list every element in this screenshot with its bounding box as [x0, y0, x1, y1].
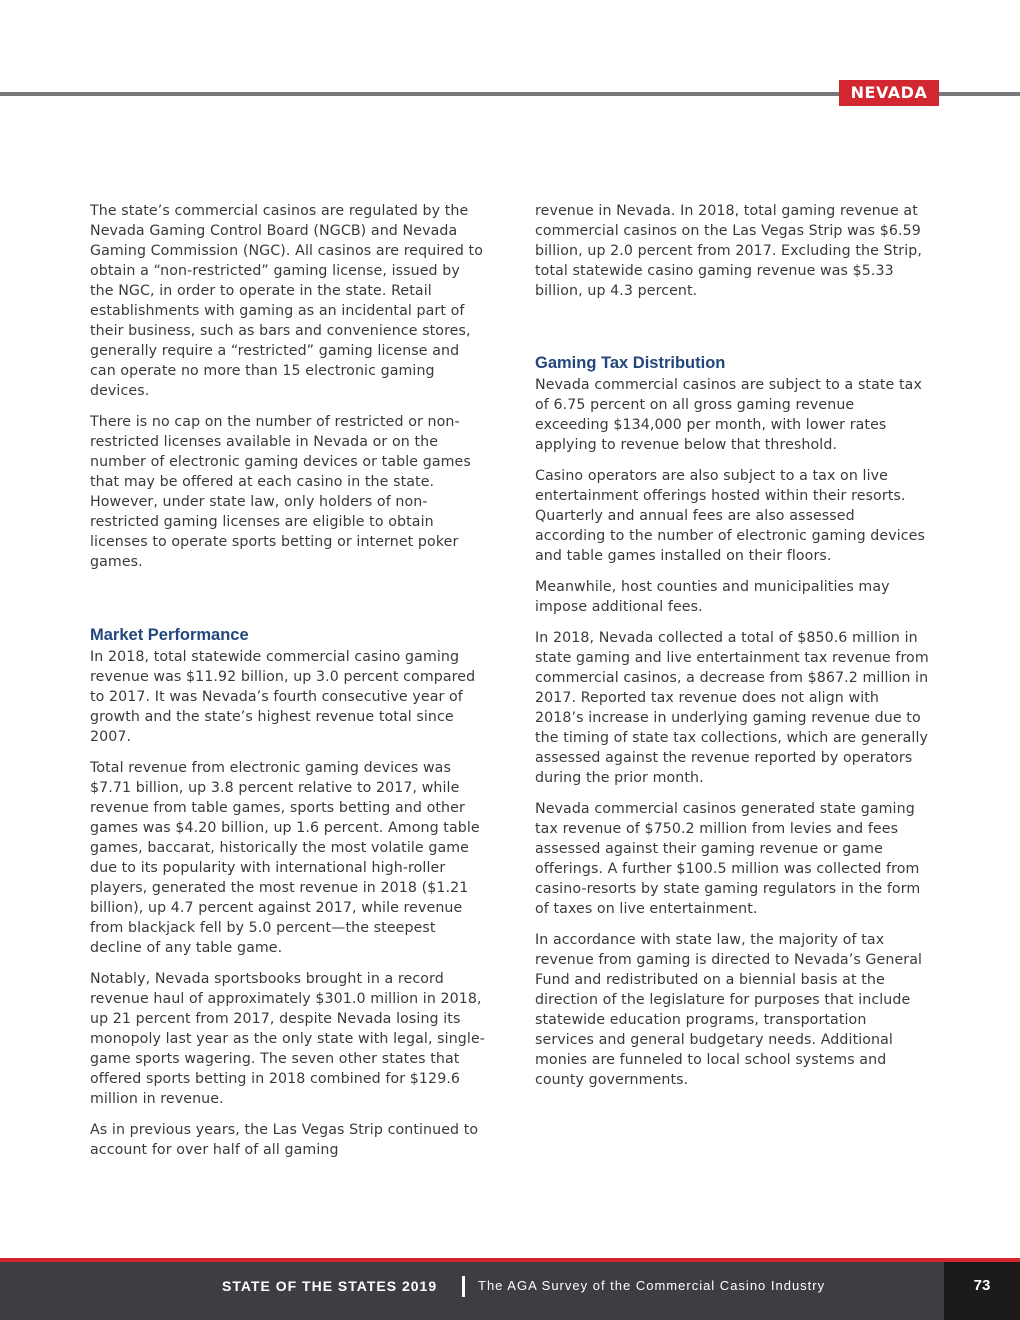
body-paragraph: Nevada commercial casinos are subject to a state tax of 6.75 percent on all gross gaming revenue exceeding $134,000 per month, with lower rates applying to revenue below that threshold. [535, 377, 922, 453]
body-paragraph: Notably, Nevada sportsbooks brought in a record revenue haul of approximately $301.0 million in 2018, up 21 percent from 2017, despite Nevada losing its monopoly last year as the only state with legal, single-game sports wagering. The seven other states that offered sports betting in 2018 combined for $129.6 million in revenue. [90, 971, 485, 1107]
section-heading-market-performance: Market Performance [90, 626, 249, 644]
footer-title: STATE OF THE STATES 2019 [222, 1278, 438, 1294]
footer-bar [0, 1262, 1020, 1320]
body-paragraph: Nevada commercial casinos generated state gaming tax revenue of $750.2 million from levies and fees assessed against their gaming revenue or game offerings. A further $100.5 million was collected from casino-resorts by state gaming regulators in the form of taxes on live entertainment. [535, 801, 921, 917]
body-paragraph: revenue in Nevada. In 2018, total gaming revenue at commercial casinos on the Las Vegas Strip was $6.59 billion, up 2.0 percent from 2017. Excluding the Strip, total statewide casino gaming revenue was $5.33 billion, up 4.3 percent. [535, 203, 922, 299]
section-heading-gaming-tax-distribution: Gaming Tax Distribution [535, 354, 726, 372]
footer-divider [462, 1276, 465, 1297]
body-paragraph: In 2018, Nevada collected a total of $850.6 million in state gaming and live entertainment tax revenue from commercial casinos, a decrease from $867.2 million in 2017. Reported tax revenue does not align with 2018’s increase in underlying gaming revenue due to the timing of state tax collections, which are generally assessed against the revenue reported by operators during the prior month. [535, 630, 929, 786]
body-paragraph: Casino operators are also subject to a tax on live entertainment offerings hosted within their resorts. Quarterly and annual fees are also assessed according to the number of electronic gaming devices and table games installed on their floors. [535, 468, 925, 564]
left-column [90, 201, 486, 1171]
body-paragraph: The state’s commercial casinos are regulated by the Nevada Gaming Control Board (NGCB) and Nevada Gaming Commission (NGC). All casinos are required to obtain a “non-restricted” gaming license, issued by the NGC, in order to operate in the state. Retail establishments with gaming as an incidental part of their business, such as bars and convenience stores, generally require a “restricted” gaming license and can operate no more than 15 electronic gaming devices. [90, 203, 483, 399]
body-paragraph: In 2018, total statewide commercial casino gaming revenue was $11.92 billion, up 3.0 percent compared to 2017. It was Nevada’s fourth consecutive year of growth and the state’s highest revenue total since 2007. [90, 649, 476, 745]
page-number: 73 [944, 1262, 1020, 1320]
body-paragraph: There is no cap on the number of restricted or non-restricted licenses available in Nevada or on the number of electronic gaming devices or table games that may be offered at each casino in the state. However, under state law, only holders of non-restricted gaming licenses are eligible to obtain licenses to operate sports betting or internet poker games. [90, 414, 471, 570]
footer-subtitle: The AGA Survey of the Commercial Casino Industry [478, 1278, 826, 1293]
right-column [535, 201, 929, 1101]
body-paragraph: As in previous years, the Las Vegas Strip continued to account for over half of all gaming [90, 1122, 479, 1158]
body-paragraph: In accordance with state law, the majority of tax revenue from gaming is directed to Nevada’s General Fund and redistributed on a biennial basis at the direction of the legislature for purposes that include statewide education programs, transportation services and general budgetary needs. Additional monies are funneled to local school systems and county governments. [535, 932, 923, 1088]
body-paragraph: Total revenue from electronic gaming devices was $7.71 billion, up 3.8 percent relative to 2017, while revenue from table games, sports betting and other games was $4.20 billion, up 1.6 percent. Among table games, baccarat, historically the most volatile game due to its popularity with international high-roller players, generated the most revenue in 2018 ($1.21 billion), up 4.7 percent against 2017, while revenue from blackjack fell by 5.0 percent—the steepest decline of any table game. [90, 760, 480, 956]
state-tag: NEVADA [839, 80, 939, 106]
body-paragraph: Meanwhile, host counties and municipalities may impose additional fees. [535, 579, 890, 615]
